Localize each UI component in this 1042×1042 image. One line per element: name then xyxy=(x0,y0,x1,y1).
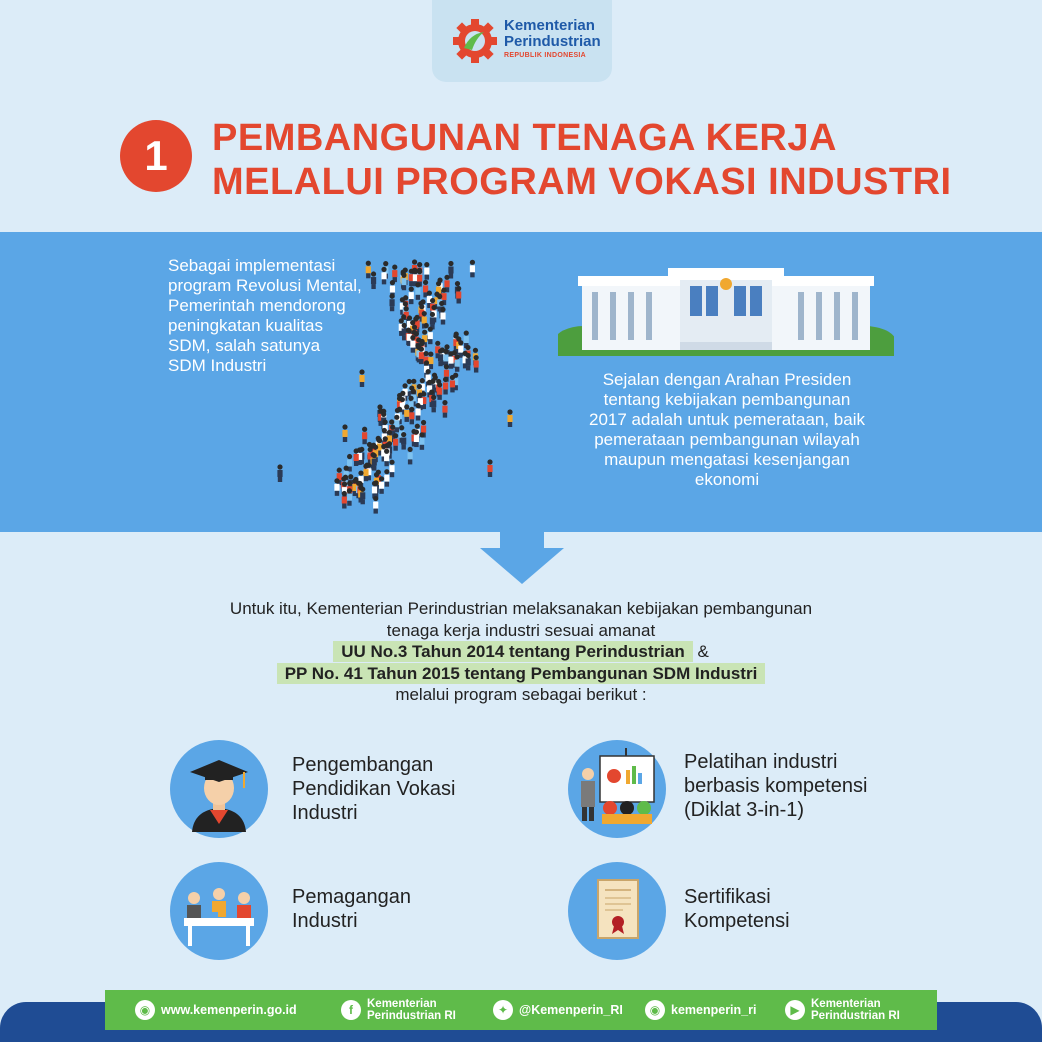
program-line: Pendidikan Vokasi xyxy=(292,778,456,800)
crowd-person xyxy=(392,265,397,283)
band-left-line: SDM, salah satunya xyxy=(168,336,321,355)
crowd-person xyxy=(347,488,352,506)
youtube-line: Perindustrian RI xyxy=(811,1010,900,1022)
crowd-person xyxy=(401,273,406,291)
program-line: Kompetensi xyxy=(684,910,790,932)
youtube-line: Kementerian xyxy=(811,998,881,1010)
crowd-person xyxy=(466,353,471,371)
crowd-person xyxy=(427,380,432,398)
band-right-text xyxy=(552,370,902,490)
crowd-person xyxy=(487,459,492,477)
crowd-person xyxy=(359,369,364,387)
arrow-down-icon xyxy=(480,528,564,584)
crowd-person xyxy=(414,429,419,447)
twitter-icon: ✦ xyxy=(493,1000,513,1020)
crowd-person xyxy=(409,287,414,305)
program-line: Pelatihan industri xyxy=(684,751,838,773)
intro-text xyxy=(150,598,892,706)
crowd-person xyxy=(401,432,406,450)
crowd-person xyxy=(334,478,339,496)
crowd-person xyxy=(381,267,386,285)
crowd-person xyxy=(450,375,455,393)
crowd-person xyxy=(431,395,436,413)
program-label-3 xyxy=(292,885,411,933)
intro-line2: tenaga kerja industri sesuai amanat xyxy=(386,620,656,640)
crowd-arrow-illustration xyxy=(270,258,530,520)
building-illustration xyxy=(558,262,894,356)
crowd-person xyxy=(419,347,424,365)
footer-instagram[interactable] xyxy=(645,990,756,1030)
instagram-link[interactable]: kemenperin_ri xyxy=(671,1003,757,1017)
program-line: berbasis kompetensi xyxy=(684,775,868,797)
number-badge: 1 xyxy=(120,120,192,192)
crowd-person xyxy=(415,403,420,421)
certificate-icon xyxy=(568,862,666,960)
crowd-person xyxy=(342,491,347,509)
crowd-person xyxy=(474,355,479,373)
crowd-person xyxy=(371,271,376,289)
youtube-icon: ▶ xyxy=(785,1000,805,1020)
internship-icon xyxy=(170,862,268,960)
globe-icon: ◉ xyxy=(135,1000,155,1020)
band-right-line: maupun mengatasi kesenjangan xyxy=(604,450,850,469)
crowd-person xyxy=(362,427,367,445)
footer-youtube[interactable] xyxy=(785,990,900,1030)
program-line: Pengembangan xyxy=(292,754,434,776)
facebook-icon: f xyxy=(341,1000,361,1020)
crowd-person xyxy=(424,262,429,280)
page-title xyxy=(212,116,952,204)
logo-line1: Kementerian xyxy=(504,17,595,34)
instagram-icon: ◉ xyxy=(645,1000,665,1020)
title-line1: PEMBANGUNAN TENAGA KERJA xyxy=(212,117,837,159)
crowd-person xyxy=(394,415,399,433)
program-line: Pemagangan xyxy=(292,886,411,908)
logo-line3: REPUBLIK INDONESIA xyxy=(504,52,587,59)
crowd-person xyxy=(438,349,443,367)
crowd-person xyxy=(440,307,445,325)
training-icon xyxy=(568,740,666,838)
crowd-person xyxy=(342,482,347,500)
program-label-1 xyxy=(292,753,455,825)
crowd-person xyxy=(409,407,414,425)
program-line: Industri xyxy=(292,802,358,824)
crowd-person xyxy=(363,464,368,482)
band-right-line: tentang kebijakan pembangunan xyxy=(603,390,851,409)
graduate-icon xyxy=(170,740,268,838)
crowd-person xyxy=(443,349,448,367)
footer-website[interactable] xyxy=(135,990,297,1030)
crowd-person xyxy=(419,432,424,450)
crowd-person xyxy=(443,377,448,395)
crowd-person xyxy=(384,469,389,487)
crowd-person xyxy=(410,335,415,353)
crowd-person xyxy=(373,496,378,514)
intro-line1: Untuk itu, Kementerian Perindustrian melaksanakan kebijakan pembangunan xyxy=(229,599,813,618)
facebook-line: Kementerian xyxy=(367,998,437,1010)
crowd-person xyxy=(393,433,398,451)
program-label-2 xyxy=(684,750,867,822)
logo-line2: Perindustrian xyxy=(504,33,601,50)
gear-logo-icon xyxy=(450,16,500,66)
program-line: Industri xyxy=(292,910,358,932)
crowd-person xyxy=(360,487,365,505)
crowd-person xyxy=(455,354,460,372)
program-line: Sertifikasi xyxy=(684,886,771,908)
facebook-line: Perindustrian RI xyxy=(367,1010,456,1022)
crowd-person xyxy=(404,404,409,422)
title-line2: MELALUI PROGRAM VOKASI INDUSTRI xyxy=(212,161,952,203)
footer-bar xyxy=(105,990,937,1030)
crowd-person xyxy=(428,327,433,345)
crowd-person xyxy=(507,409,512,427)
band-left-line: SDM Industri xyxy=(168,356,267,375)
band-right-line: Sejalan dengan Arahan Presiden xyxy=(602,370,852,389)
crowd-person xyxy=(277,464,282,482)
law-highlight-2: PP No. 41 Tahun 2015 tentang Pembangunan SDM Industri xyxy=(277,663,766,684)
crowd-person xyxy=(456,286,461,304)
crowd-person xyxy=(372,453,377,471)
law-highlight-1: UU No.3 Tahun 2014 tentang Perindustrian xyxy=(333,641,693,662)
youtube-link[interactable] xyxy=(811,998,900,1022)
band-right-line: ekonomi xyxy=(694,470,760,489)
crowd-person xyxy=(366,261,371,279)
crowd-person xyxy=(408,447,413,465)
footer-facebook[interactable] xyxy=(341,990,456,1030)
intro-connector: & xyxy=(697,642,709,661)
footer-twitter[interactable] xyxy=(493,990,623,1030)
twitter-link[interactable]: @Kemenperin_RI xyxy=(519,1003,623,1017)
crowd-person xyxy=(423,280,428,298)
facebook-link[interactable] xyxy=(367,998,456,1022)
intro-line5: melalui program sebagai berikut : xyxy=(395,685,647,704)
band-right-line: 2017 adalah untuk pemerataan, baik xyxy=(589,410,865,429)
logo-text xyxy=(504,18,601,59)
band-left-line: peningkatan kualitas xyxy=(168,316,324,335)
crowd-person xyxy=(379,476,384,494)
crowd-person xyxy=(384,449,389,467)
band-left-line: program Revolusi Mental, xyxy=(168,276,362,295)
crowd-person xyxy=(389,294,394,312)
band-right-line: pemerataan pembangunan wilayah xyxy=(594,430,860,449)
crowd-person xyxy=(415,282,420,300)
crowd-person xyxy=(442,400,447,418)
program-label-4 xyxy=(684,885,790,933)
crowd-person xyxy=(448,351,453,369)
crowd-person xyxy=(389,460,394,478)
crowd-person xyxy=(470,260,475,278)
program-line: (Diklat 3-in-1) xyxy=(684,799,805,821)
crowd-person xyxy=(354,448,359,466)
band-left-line: Sebagai implementasi xyxy=(168,256,336,275)
crowd-person xyxy=(372,481,377,499)
band-left-line: Pemerintah mendorong xyxy=(168,296,346,315)
crowd-person xyxy=(437,382,442,400)
crowd-person xyxy=(342,424,347,442)
website-link[interactable]: www.kemenperin.go.id xyxy=(161,1003,297,1017)
